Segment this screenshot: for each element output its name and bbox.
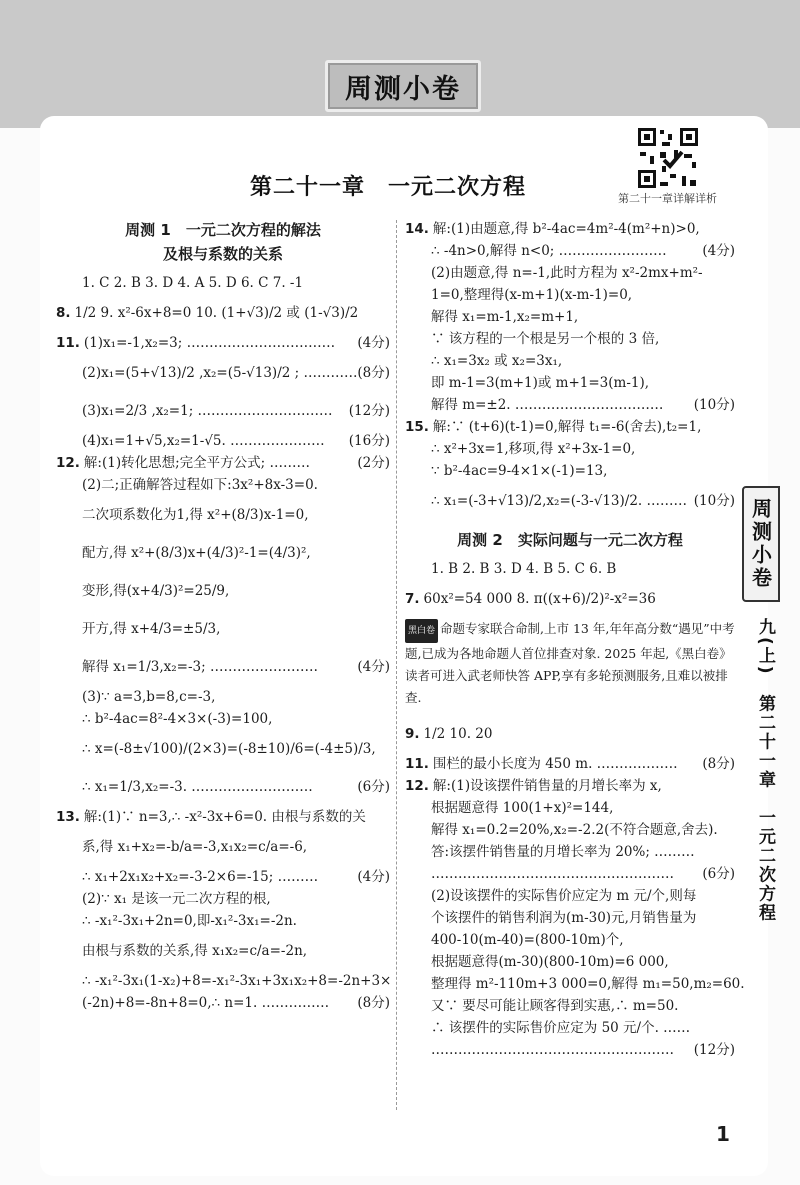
answer-line [56,332,390,354]
answer-text: ∴ b²-4ac=8²-4×3×(-3)=100, [82,711,273,727]
answer-text: ∴ x₁=3x₂ 或 x₂=3x₁, [431,353,563,369]
answer-line [405,995,735,1017]
answer-text: ……………………………………………… [431,866,674,882]
points-label: (4分) [357,335,390,351]
answer-text: 开方,得 x+4/3=±5/3, [82,621,221,637]
points-label: (10分) [693,397,735,413]
answer-line [56,806,390,828]
qr-code-icon[interactable] [636,126,700,190]
answer-line [405,350,735,372]
answer-text: ∴ -4n>0,解得 n<0; …………………… [431,243,667,259]
answer-text: ……………………………………………… [431,1042,674,1058]
answer-text: ∴ x₁=1/3,x₂=-3. ……………………… [82,779,313,795]
points-label: (4分) [357,869,390,885]
answer-text: (1)x₁=-1,x₂=3; …………………………… [83,335,336,351]
question-number: 14. [405,221,429,237]
left-column [56,218,390,1014]
answer-text: (4)x₁=1+√5,x₂=1-√5. ………………… [82,433,325,449]
answer-text: (2)x₁=(5+√13)/2 ,x₂=(5-√13)/2 ; ………… [82,365,358,381]
side-tab[interactable]: 周测小卷 [742,486,780,602]
answer-text: 解:∵ (t+6)(t-1)=0,解得 t₁=-6(舍去),t₂=1, [432,419,702,435]
answer-line [405,973,745,995]
answer-text: 根据题意得(m-30)(800-10m)=6 000, [431,954,669,970]
answer-text: 答:该摆件销售量的月增长率为 20%; ……… [431,844,695,860]
question-number: 13. [56,809,80,825]
answer-text: 1=0,整理得(x-m+1)(x-m-1)=0, [431,287,633,303]
answer-line [405,460,735,482]
answer-text: (2)∵ x₁ 是该一元二次方程的根, [82,891,271,907]
answer-text: 解得 x₁=1/3,x₂=-3; …………………… [82,659,318,675]
answer-text: 1. C 2. B 3. D 4. A 5. D 6. C 7. -1 [82,275,304,291]
qr-caption: 第二十一章详解详析 [618,192,717,205]
answer-line [56,970,390,992]
answer-text: (2)设该摆件的实际售价应定为 m 元/个,则每 [431,888,697,904]
answer-line [405,1039,735,1061]
points-label: (8分) [357,995,390,1011]
question-number: 12. [56,455,80,471]
answer-line [56,572,390,610]
question-number: 9. [405,726,420,742]
page-title: 周测小卷 [325,60,481,112]
answer-line [405,306,735,328]
answer-text: 根据题意得 100(1+x)²=144, [431,800,614,816]
answer-text: ∴ -x₁²-3x₁(1-x₂)+8=-x₁²-3x₁+3x₁x₂+8=-2n+3× [82,973,392,989]
answer-text: 二次项系数化为1,得 x²+(8/3)x-1=0, [82,507,309,523]
answer-line [405,372,735,394]
question-number: 8. [56,305,71,321]
points-label: (12分) [693,1042,735,1058]
answer-line [405,416,735,438]
answer-line [405,218,735,240]
answer-line [405,929,735,951]
answer-line [56,932,390,970]
answer-line [56,272,390,294]
answer-line [56,866,390,888]
question-number: 15. [405,419,429,435]
question-number: 11. [405,756,429,772]
points-label: (6分) [702,866,735,882]
section-title-2: 周测 2 实际问题与一元二次方程 [457,531,683,549]
answer-text: 1/2 9. x²-6x+8=0 10. (1+√3)/2 或 (1-√3)/2 [74,305,359,321]
points-label: (6分) [357,779,390,795]
answer-line [56,294,390,332]
question-number: 12. [405,778,429,794]
answer-line [56,828,390,866]
answer-line [405,951,735,973]
answer-text: 400-10(m-40)=(800-10m)个, [431,932,624,948]
answer-line [56,452,390,474]
answer-line [405,482,735,520]
right-answer-list-a [405,218,735,520]
answer-line [405,240,735,262]
section-title: 周测 1 一元二次方程的解法 [125,221,321,239]
answer-line [405,328,735,350]
answer-line [405,262,735,284]
answer-text: (2)由题意,得 n=-1,此时方程为 x²-2mx+m²- [431,265,703,281]
answer-line [405,284,735,306]
answer-line [405,558,735,580]
answer-line [56,648,390,686]
points-label: (16分) [348,433,390,449]
answer-line [405,819,735,841]
answer-text: (2)二;正确解答过程如下:3x²+8x-3=0. [82,477,318,493]
answer-line [56,430,390,452]
answer-line [56,392,390,430]
answer-line [56,610,390,648]
answer-text: 1. B 2. B 3. D 4. B 5. C 6. B [431,561,617,577]
answer-line [405,1017,735,1039]
answer-line [405,753,735,775]
answer-text: 整理得 m²-110m+3 000=0,解得 m₁=50,m₂=60. [431,976,745,992]
promo-note [405,618,735,709]
points-label: (12分) [348,403,390,419]
answer-text: ∴ 该摆件的实际售价应定为 50 元/个. …… [431,1020,691,1036]
answer-line [405,885,735,907]
answer-text: 解:(1)由题意,得 b²-4ac=4m²-4(m²+n)>0, [432,221,700,237]
points-label: (8分) [357,365,390,381]
answer-text: ∴ x₁=(-3+√13)/2,x₂=(-3-√13)/2. ……… [431,493,688,509]
right-answer-list-c [405,715,745,1061]
answer-text: (3)∵ a=3,b=8,c=-3, [82,689,216,705]
answer-line [405,394,735,416]
answer-text: 解:(1)设该摆件销售量的月增长率为 x, [432,778,662,794]
answer-text: ∴ -x₁²-3x₁+2n=0,即-x₁²-3x₁=-2n. [82,913,297,929]
answer-text: 1/2 10. 20 [423,726,493,742]
answer-line [405,438,735,460]
answer-text: ∵ 该方程的一个根是另一个根的 3 倍, [431,331,660,347]
answer-text: ∴ x²+3x=1,移项,得 x²+3x-1=0, [431,441,636,457]
answer-text: (-2n)+8=-8n+8=0,∴ n=1. …………… [82,995,330,1011]
answer-text: 解:(1)∵ n=3,∴ -x²-3x+6=0. 由根与系数的关 [83,809,366,825]
answer-line [405,797,735,819]
answer-line [56,730,390,768]
answer-line [56,888,390,910]
answer-text: 解得 x₁=0.2=20%,x₂=-2.2(不符合题意,舍去). [431,822,718,838]
points-label: (4分) [702,243,735,259]
answer-text: ∴ x₁+2x₁x₂+x₂=-3-2×6=-15; ……… [82,869,319,885]
answer-text: 由根与系数的关系,得 x₁x₂=c/a=-2n, [82,943,308,959]
answer-text: 个该摆件的销售利润为(m-30)元,月销售量为 [431,910,697,926]
answer-line [405,775,735,797]
answer-text: 解:(1)转化思想;完全平方公式; ……… [83,455,310,471]
answer-line [405,715,735,753]
answer-line [56,910,390,932]
answer-line [56,354,390,392]
answer-text: 配方,得 x²+(8/3)x+(4/3)²-1=(4/3)², [82,545,311,561]
section-subtitle: 及根与系数的关系 [162,245,283,263]
answer-line [56,992,390,1014]
answer-line [56,534,390,572]
answer-line [56,686,390,708]
answer-text: 系,得 x₁+x₂=-b/a=-3,x₁x₂=c/a=-6, [82,839,308,855]
answer-text: 又∵ 要尽可能让顾客得到实惠,∴ m=50. [431,998,679,1014]
answer-line [405,907,735,929]
answer-text: 60x²=54 000 8. π((x+6)/2)²-x²=36 [423,591,656,607]
answer-text: 解得 m=±2. …………………………… [431,397,664,413]
answer-text: (3)x₁=2/3 ,x₂=1; ………………………… [82,403,333,419]
page-number: 1 [716,1122,730,1146]
question-number: 7. [405,591,420,607]
question-number: 11. [56,335,80,351]
left-answer-list [56,272,390,1014]
answer-line [405,841,735,863]
right-answer-list-b [405,558,735,618]
answer-text: 即 m-1=3(m+1)或 m+1=3(m-1), [431,375,650,391]
points-label: (10分) [693,493,735,509]
answer-line [56,474,390,496]
side-chapter-label: 九(上) 第二十一章 一元二次方程 [755,618,775,923]
answer-text: 围栏的最小长度为 450 m. ……………… [432,756,678,772]
column-divider [396,220,398,1110]
answer-line [405,580,735,618]
answer-text: ∴ x=(-8±√100)/(2×3)=(-8±10)/6=(-4±5)/3, [82,741,376,757]
answer-line [405,863,735,885]
answer-line [56,496,390,534]
answer-text: 变形,得(x+4/3)²=25/9, [82,583,230,599]
answer-text: ∵ b²-4ac=9-4×1×(-1)=13, [431,463,608,479]
chapter-title: 第二十一章 一元二次方程 [250,175,527,200]
answer-line [56,768,390,806]
points-label: (8分) [702,756,735,772]
points-label: (4分) [357,659,390,675]
answer-line [56,708,390,730]
promo-badge: 黑白卷 [405,619,438,643]
right-column [405,218,745,1061]
answer-text: 解得 x₁=m-1,x₂=m+1, [431,309,579,325]
promo-text: 命题专家联合命制,上市 13 年,年年高分数“遇见”中考题,已成为各地命题人首位排查对象. 2025 年起,《黑白卷》读者可进入武老师快答 APP,享有多轮预测服务,且难以被排查. [405,621,735,705]
points-label: (2分) [357,455,390,471]
